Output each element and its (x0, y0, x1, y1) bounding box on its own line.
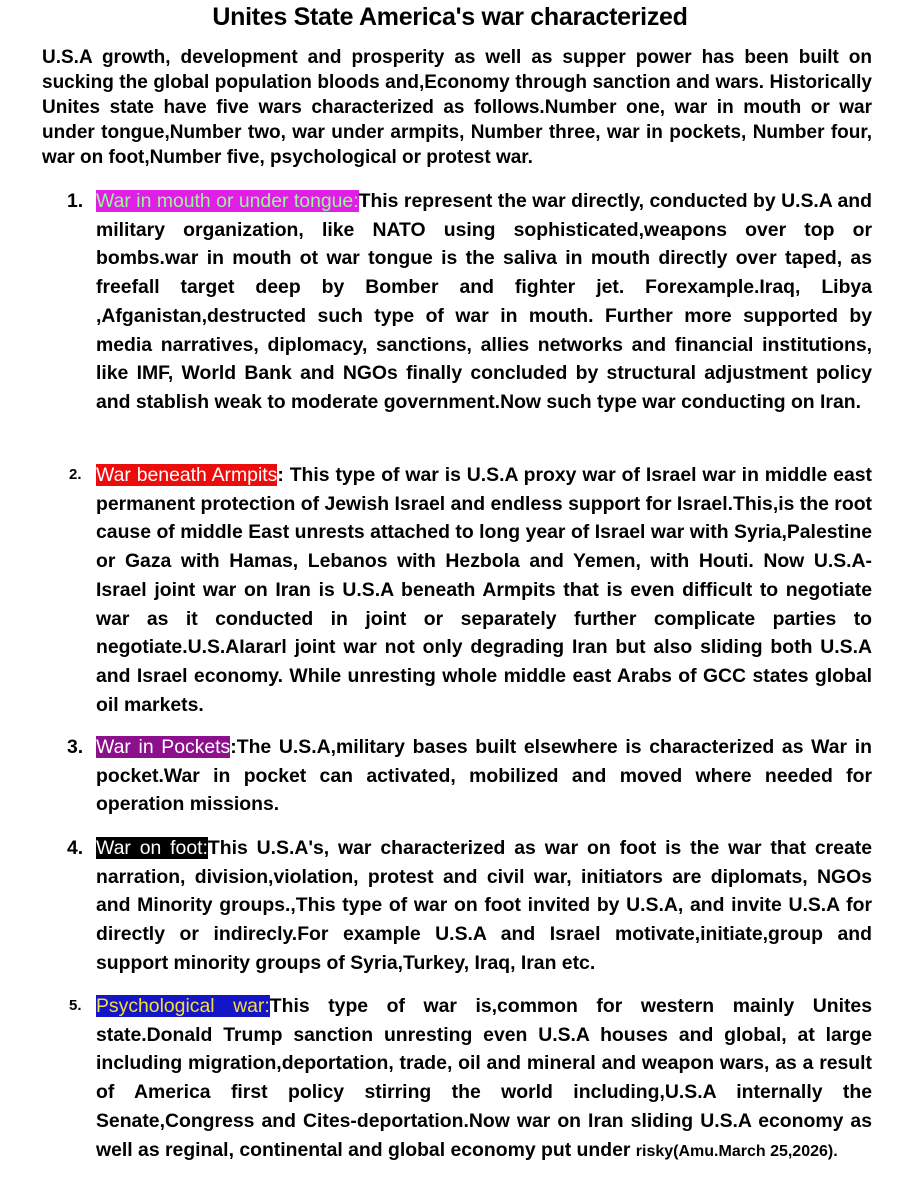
item-text: :The U.S.A,military bases built elsewhere is characterized as War in pocket.War in pocket can activated, mobilized and moved where needed for operation missions. (96, 736, 872, 816)
page-title: Unites State America's war characterized (212, 3, 688, 31)
item-text: This U.S.A's, war characterized as war on foot is the war that create narration, division,violation, protest and civil war, initiators are diplomats, NGOs and Minority groups.,This type of war on foot invited by U.S.A, and invite U.S.A for directly or indirecly.For example U.S.A and Israel motivate,initiate,group and support minority groups of Syria,Turkey, Iraq, Iran etc. (96, 837, 872, 974)
list-item-war-beneath-armpits (69, 461, 872, 719)
list-item-war-in-mouth (67, 187, 872, 417)
highlighted-heading: War beneath Armpits (96, 464, 278, 486)
list-item-psychological-war (69, 992, 872, 1166)
item-text: : This type of war is U.S.A proxy war of Israel war in middle east permanent protection of Jewish Israel and endless support for Israel.This,is the root cause of middle East unrests attached to long year of Israel war with Syria,Palestine or Gaza with Hamas, Lebanos with Hezbola and Yemen, with Houti. Now U.S.A-Israel joint war on Iran is U.S.A beneath Armpits that is even difficult to negotiate war as it conducted in joint or separately further complicate parties to negotiate.U.S.AIararl joint war not only degrading Iran but also sliding both U.S.A and Israel economy. While unresting whole middle east Arabs of GCC states global oil markets. (96, 464, 872, 716)
item-text: This represent the war directly, conducted by U.S.A and military organization, like NATO using sophisticated,weapons over top or bombs.war in mouth ot war tongue is the saliva in mouth directly over taped, as freefall target deep by Bomber and fighter jet. Forexample.Iraq, Libya ,Afganistan,destructed such type of war in mouth. Further more supported by media narratives, diplomacy, sanctions, allies networks and financial institutions, like IMF, World Bank and NGOs finally concluded by structural adjustment policy and stablish weak to moderate government.Now such type war conducting on Iran. (96, 190, 872, 413)
highlighted-heading: War in Pockets (96, 736, 231, 758)
date-note: risky(Amu.March 25,2026). (635, 1142, 838, 1160)
intro-paragraph: U.S.A growth, development and prosperity as well as supper power has been built on sucking the global population bloods and,Economy through sanction and wars. Historically Unites state have five wars characterized as follows.Number one, war in mouth or war under tongue,Number two, war under armpits, Number three, war in pockets, Number four, war on foot,Number five, psychological or protest war. (42, 47, 872, 168)
item-text: This type of war is,common for western mainly Unites state.Donald Trump sanction unresting even U.S.A houses and global, at large including migration,deportation, trade, oil and mineral and weapon wars, as a result of America first policy stirring the world including,U.S.A internally the Senate,Congress and Cites-deportation.Now war on Iran sliding U.S.A economy as well as reginal, continental and global economy put under (96, 995, 872, 1161)
highlighted-heading: War on foot: (96, 837, 208, 859)
list-number: 1. (67, 190, 84, 212)
list-number: 2. (69, 466, 82, 483)
highlighted-heading: Psychological war: (96, 995, 270, 1017)
list-number: 5. (69, 997, 82, 1014)
list-number: 3. (67, 736, 84, 758)
list-item-war-in-pockets (67, 733, 872, 819)
list-item-war-on-foot (67, 834, 872, 978)
list-number: 4. (67, 837, 84, 859)
highlighted-heading: War in mouth or under tongue: (96, 190, 359, 212)
